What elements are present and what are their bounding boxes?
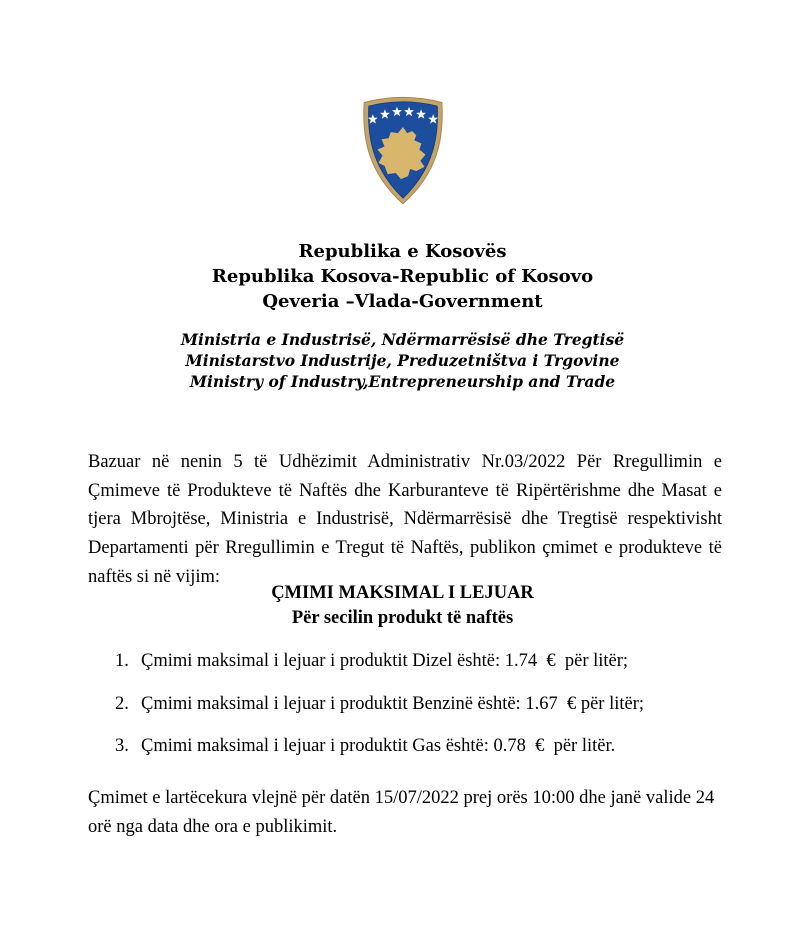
item-text: Çmimi maksimal i lejuar i produktit Dizel është: 1.74 € për litër; (141, 651, 629, 671)
ministry-header (0, 329, 805, 392)
heading-per-product: Për secilin produkt të naftës (291, 607, 514, 628)
price-item-gas (115, 735, 715, 757)
price-item-benzine (115, 693, 715, 715)
intro-paragraph: Bazuar në nenin 5 të Udhëzimit Administrativ Nr.03/2022 Për Rregullimin e Çmimeve të Produkteve të Naftës dhe Karburanteve të Ripërtërishme dhe Masat e tjera Mbrojtëse, Ministria e Industrisë, Ndërmarrësisë dhe Tregtisë respektivisht Departamenti për Rregullimin e Tregut të Naftës, publikon çmimet e produkteve të naftës si në vijim: (88, 452, 722, 587)
coat-of-arms-svg (357, 90, 449, 206)
header-line-republic-multi: Republika Kosova-Republic of Kosovo (211, 266, 594, 287)
ministry-line-en: Ministry of Industry,Entrepreneurship and Trade (189, 372, 616, 391)
government-header (0, 239, 805, 314)
item-text: Çmimi maksimal i lejuar i produktit Gas është: 0.78 € për litër. (141, 736, 616, 756)
price-list (115, 650, 715, 778)
header-line-republic-sq: Republika e Kosovës (298, 241, 507, 262)
header-line-government: Qeveria –Vlada-Government (262, 291, 543, 312)
kosovo-coat-of-arms (357, 90, 449, 206)
validity-paragraph: Çmimet e lartëcekura vlejnë për datën 15/07/2022 prej orës 10:00 dhe janë valide 24 orë nga data dhe ora e publikimit. (88, 788, 715, 837)
item-number: 1. (115, 651, 129, 671)
item-number: 3. (115, 736, 129, 756)
price-item-dizel (115, 650, 715, 672)
heading-max-price: ÇMIMI MAKSIMAL I LEJUAR (271, 583, 534, 603)
ministry-line-sr: Ministarstvo Industrije, Preduzetništva i Trgovine (185, 351, 620, 370)
item-text: Çmimi maksimal i lejuar i produktit Benzinë është: 1.67 € për litër; (141, 693, 644, 714)
ministry-line-sq: Ministria e Industrisë, Ndërmarrësisë dhe Tregtisë (180, 330, 625, 349)
section-heading (0, 581, 805, 630)
item-number: 2. (115, 693, 129, 714)
